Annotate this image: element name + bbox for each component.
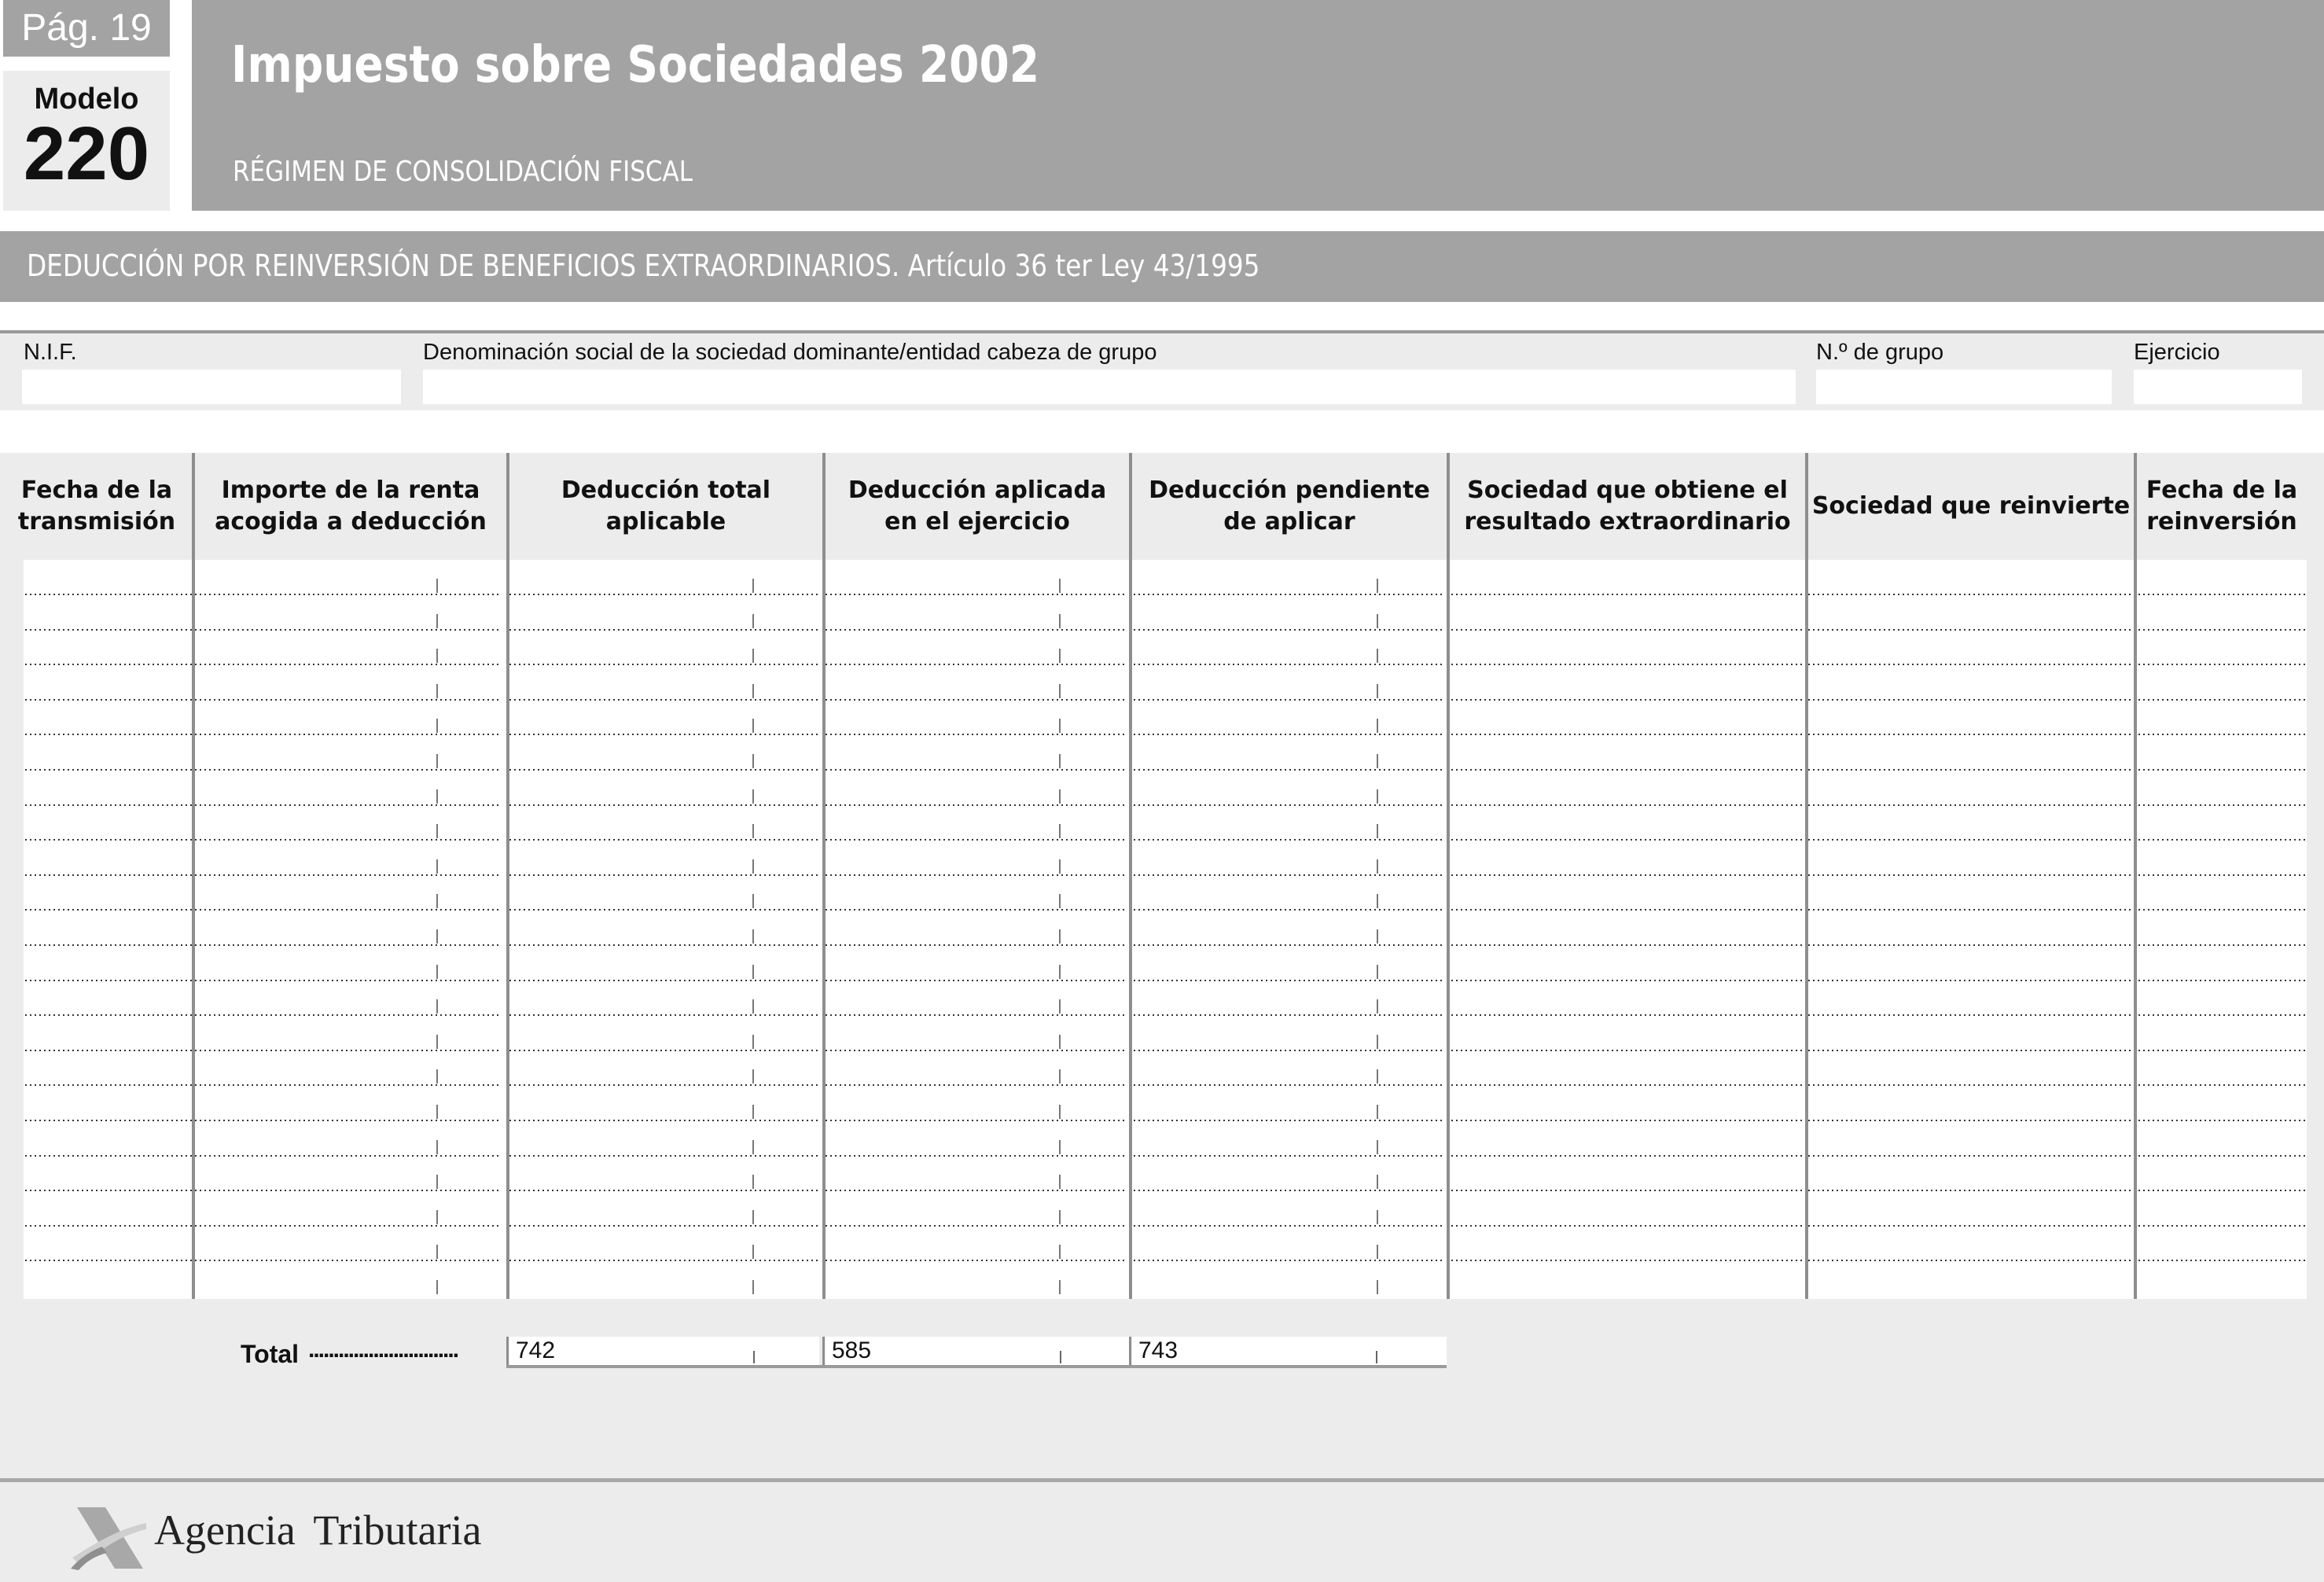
column-separator bbox=[192, 453, 195, 1299]
col-header-importe-renta: Importe de la renta acogida a deducción bbox=[215, 476, 487, 535]
column-separator bbox=[1805, 453, 1808, 1299]
page-title: Impuesto sobre Sociedades 2002 bbox=[231, 36, 1040, 94]
page-number: Pág. 19 bbox=[3, 0, 170, 57]
col-header-deduccion-aplicada: Deducción aplicada en el ejercicio bbox=[848, 476, 1107, 535]
col-header-fecha-reinversion: Fecha de la reinversión bbox=[2146, 476, 2298, 535]
ejercicio-label: Ejercicio bbox=[2134, 340, 2220, 365]
agency-name: Agencia Tributaria bbox=[154, 1507, 482, 1554]
total-label: Total bbox=[241, 1340, 300, 1368]
denominacion-field[interactable] bbox=[423, 370, 1796, 404]
total-box-separators bbox=[506, 1337, 1450, 1368]
page-subtitle: RÉGIMEN DE CONSOLIDACIÓN FISCAL bbox=[233, 156, 693, 188]
identification-row bbox=[0, 333, 2324, 410]
modelo-label: Modelo bbox=[34, 83, 139, 116]
grupo-label: N.º de grupo bbox=[1816, 340, 1944, 365]
col-header-fecha-transmision: Fecha de la transmisión bbox=[17, 476, 176, 535]
ejercicio-field[interactable] bbox=[2134, 370, 2302, 404]
column-separator bbox=[1447, 453, 1450, 1299]
footer bbox=[0, 1482, 2324, 1582]
col-header-deduccion-pendiente: Deducción pendiente de aplicar bbox=[1149, 476, 1430, 535]
col-header-deduccion-total: Deducción total aplicable bbox=[561, 476, 771, 535]
col-header-sociedad-obtiene: Sociedad que obtiene el resultado extraordinario bbox=[1464, 476, 1791, 535]
modelo-box bbox=[3, 71, 170, 211]
agencia-logo-icon bbox=[71, 1506, 149, 1572]
nif-field[interactable] bbox=[22, 370, 401, 404]
table-body[interactable] bbox=[24, 560, 2307, 1299]
column-separator bbox=[2134, 453, 2137, 1299]
column-separator bbox=[1129, 453, 1132, 1299]
nif-label: N.I.F. bbox=[24, 340, 77, 365]
column-separator bbox=[822, 453, 826, 1299]
total-underline bbox=[506, 1365, 1447, 1368]
section-reference: Artículo 36 ter Ley 43/1995 bbox=[907, 248, 1260, 283]
column-separator bbox=[506, 453, 509, 1299]
table-rows bbox=[24, 560, 2307, 1299]
section-title-main: DEDUCCIÓN POR REINVERSIÓN DE BENEFICIOS EXTRAORDINARIOS. bbox=[27, 248, 900, 283]
section-title bbox=[27, 248, 1259, 283]
total-deduccion-pendiente-value: 743 bbox=[1138, 1337, 1179, 1363]
total-leader-dots: .............................. bbox=[308, 1337, 458, 1363]
col-header-sociedad-reinvierte: Sociedad que reinvierte bbox=[1811, 492, 2131, 520]
section-bar bbox=[0, 231, 2324, 302]
total-deduccion-aplicada-value: 585 bbox=[832, 1337, 872, 1363]
denominacion-label: Denominación social de la sociedad dominante/entidad cabeza de grupo bbox=[423, 340, 1157, 365]
total-deduccion-total-value: 742 bbox=[516, 1337, 556, 1363]
title-bar bbox=[192, 0, 2324, 211]
modelo-number: 220 bbox=[23, 112, 150, 196]
grupo-field[interactable] bbox=[1816, 370, 2112, 404]
